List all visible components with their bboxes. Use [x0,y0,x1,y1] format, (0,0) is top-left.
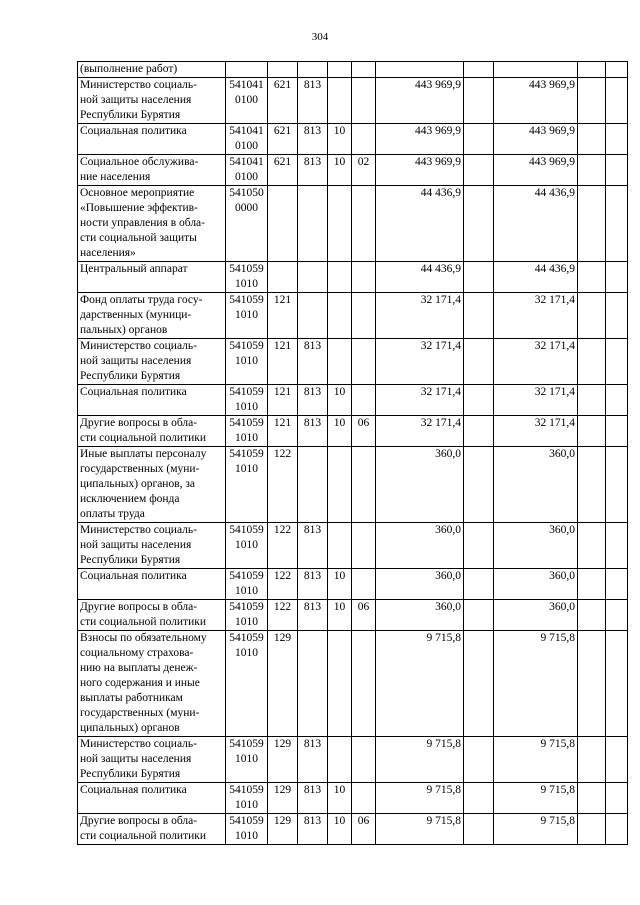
name-line: ципальных) органов, за [80,478,196,490]
cell-name [78,339,226,385]
cell-csr [226,523,268,569]
cell-sum1: 360,0 [376,600,464,631]
cell-sum5 [606,78,628,124]
cell-sum5 [606,814,628,845]
cell-name [78,737,226,783]
cell-csr [226,124,268,155]
cell-sum1: 360,0 [376,523,464,569]
name-line: выплаты работникам [80,692,183,704]
cell-rz [328,631,352,737]
cell-name [78,523,226,569]
cell-sum3: 32 171,4 [494,339,578,385]
cell-name [78,385,226,416]
cell-grbs: 813 [298,339,328,385]
cell-grbs: 813 [298,814,328,845]
cell-grbs: 813 [298,600,328,631]
name-line: Министерство социаль- [80,340,197,352]
cell-vr: 121 [268,293,298,339]
csr-line: 1010 [235,616,258,628]
name-line: ной защиты населения [80,539,192,551]
csr-line: 1010 [235,585,258,597]
cell-csr [226,416,268,447]
cell-grbs [298,186,328,262]
cell-sum1: 32 171,4 [376,339,464,385]
cell-rz: 10 [328,814,352,845]
cell-pr [352,783,376,814]
cell-vr: 129 [268,631,298,737]
cell-pr [352,62,376,78]
cell-sum4 [578,737,606,783]
cell-vr: 122 [268,600,298,631]
name-line: сти социальной политики [80,432,207,444]
name-line: Министерство социаль- [80,79,197,91]
cell-pr: 06 [352,600,376,631]
cell-sum1: 44 436,9 [376,262,464,293]
name-line: Другие вопросы в обла- [80,815,198,827]
cell-rz [328,78,352,124]
page-number: 304 [311,31,329,43]
name-line: Социальная политика [80,570,187,582]
cell-sum5 [606,262,628,293]
name-line: сти социальной защиты [80,232,197,244]
table-row [78,186,628,262]
table-row [78,814,628,845]
csr-line: 541059 [229,386,264,398]
cell-pr [352,78,376,124]
cell-name [78,569,226,600]
name-line: государственных (муни- [80,463,200,475]
cell-sum1: 9 715,8 [376,783,464,814]
cell-sum2 [464,78,494,124]
csr-line: 1010 [235,799,258,811]
cell-sum2 [464,339,494,385]
cell-pr [352,262,376,293]
name-line: ности управления в обла- [80,217,205,229]
csr-line: 541059 [229,448,264,460]
table-row [78,385,628,416]
cell-sum1: 360,0 [376,569,464,600]
cell-name [78,631,226,737]
cell-sum1 [376,62,464,78]
table-row [78,631,628,737]
cell-pr: 02 [352,155,376,186]
cell-name [78,124,226,155]
name-line: ного содержания и иные [80,677,200,689]
csr-line: 1010 [235,309,258,321]
cell-rz: 10 [328,385,352,416]
cell-sum3: 360,0 [494,523,578,569]
cell-sum2 [464,814,494,845]
cell-rz [328,523,352,569]
cell-csr [226,78,268,124]
table-row [78,783,628,814]
cell-sum3: 9 715,8 [494,631,578,737]
cell-rz [328,62,352,78]
cell-sum3: 32 171,4 [494,293,578,339]
cell-grbs [298,62,328,78]
cell-sum3: 443 969,9 [494,78,578,124]
cell-pr [352,293,376,339]
cell-rz [328,339,352,385]
cell-rz [328,186,352,262]
name-line: сти социальной политики [80,830,207,842]
cell-csr [226,62,268,78]
name-line: государственных (муни- [80,707,200,719]
cell-grbs: 813 [298,78,328,124]
cell-sum4 [578,155,606,186]
table-row [78,293,628,339]
cell-pr [352,385,376,416]
cell-vr [268,62,298,78]
cell-csr [226,737,268,783]
cell-name [78,783,226,814]
cell-pr [352,631,376,737]
cell-grbs: 813 [298,155,328,186]
name-line: Социальная политика [80,784,187,796]
cell-pr: 06 [352,416,376,447]
cell-sum1: 44 436,9 [376,186,464,262]
csr-line: 541059 [229,601,264,613]
csr-line: 541059 [229,570,264,582]
cell-pr [352,186,376,262]
cell-grbs: 813 [298,416,328,447]
csr-line: 541059 [229,417,264,429]
csr-line: 541059 [229,815,264,827]
csr-line: 541041 [229,125,264,137]
cell-vr: 129 [268,814,298,845]
name-line: Министерство социаль- [80,738,197,750]
table-row [78,339,628,385]
name-line: нию на выплаты денеж- [80,662,198,674]
cell-sum3 [494,62,578,78]
name-line: ципальных) органов [80,722,180,734]
cell-sum5 [606,186,628,262]
csr-line: 541059 [229,263,264,275]
cell-vr: 621 [268,78,298,124]
table-row [78,737,628,783]
cell-csr [226,631,268,737]
cell-csr [226,186,268,262]
csr-line: 541059 [229,632,264,644]
cell-pr [352,523,376,569]
cell-sum3: 9 715,8 [494,737,578,783]
csr-line: 1010 [235,278,258,290]
name-line: (выполнение работ) [80,63,178,75]
name-line: исключением фонда [80,493,180,505]
cell-sum5 [606,385,628,416]
cell-vr: 121 [268,416,298,447]
cell-name [78,78,226,124]
csr-line: 0100 [235,140,258,152]
cell-sum5 [606,339,628,385]
csr-line: 0100 [235,171,258,183]
cell-vr [268,186,298,262]
cell-vr: 621 [268,155,298,186]
cell-csr [226,447,268,523]
name-line: Иные выплаты персоналу [80,448,207,460]
cell-sum1: 32 171,4 [376,416,464,447]
cell-sum5 [606,600,628,631]
cell-sum1: 9 715,8 [376,631,464,737]
cell-pr: 06 [352,814,376,845]
cell-csr [226,155,268,186]
cell-rz: 10 [328,569,352,600]
cell-csr [226,600,268,631]
cell-sum5 [606,737,628,783]
cell-rz: 10 [328,783,352,814]
cell-vr: 122 [268,569,298,600]
cell-sum5 [606,155,628,186]
table-row [78,262,628,293]
name-line: Другие вопросы в обла- [80,417,198,429]
cell-name [78,600,226,631]
cell-sum1: 32 171,4 [376,293,464,339]
cell-name [78,155,226,186]
cell-sum5 [606,62,628,78]
csr-line: 541041 [229,156,264,168]
cell-name [78,186,226,262]
cell-sum5 [606,124,628,155]
cell-sum4 [578,78,606,124]
cell-vr: 121 [268,339,298,385]
csr-line: 1010 [235,355,258,367]
name-line: Взносы по обязательному [80,632,207,644]
cell-csr [226,783,268,814]
cell-sum3: 32 171,4 [494,385,578,416]
name-line: Республики Бурятия [80,109,181,121]
cell-sum3: 32 171,4 [494,416,578,447]
cell-sum2 [464,447,494,523]
cell-grbs [298,447,328,523]
cell-vr: 121 [268,385,298,416]
cell-name [78,293,226,339]
cell-rz [328,293,352,339]
cell-vr: 621 [268,124,298,155]
name-line: пальных) органов [80,324,168,336]
cell-sum4 [578,783,606,814]
name-line: Социальное обслужива- [80,156,199,168]
cell-sum4 [578,62,606,78]
cell-rz [328,447,352,523]
cell-sum5 [606,447,628,523]
name-line: оплаты труда [80,508,145,520]
cell-rz: 10 [328,600,352,631]
cell-sum5 [606,783,628,814]
name-line: ние населения [80,171,151,183]
csr-line: 541059 [229,294,264,306]
cell-sum5 [606,569,628,600]
name-line: социальному страхова- [80,647,194,659]
cell-sum3: 443 969,9 [494,124,578,155]
name-line: Республики Бурятия [80,554,181,566]
cell-sum2 [464,600,494,631]
cell-sum2 [464,124,494,155]
table-row [78,416,628,447]
table-body [78,62,628,845]
table-row [78,62,628,78]
csr-line: 1010 [235,539,258,551]
cell-sum3: 44 436,9 [494,186,578,262]
cell-grbs: 813 [298,523,328,569]
csr-line: 1010 [235,463,258,475]
cell-vr: 122 [268,523,298,569]
table-row [78,523,628,569]
cell-sum1: 9 715,8 [376,737,464,783]
cell-vr: 122 [268,447,298,523]
cell-sum2 [464,262,494,293]
cell-sum4 [578,293,606,339]
cell-pr [352,737,376,783]
cell-grbs: 813 [298,569,328,600]
cell-rz: 10 [328,155,352,186]
name-line: ной защиты населения [80,355,192,367]
cell-sum1: 9 715,8 [376,814,464,845]
cell-rz: 10 [328,416,352,447]
cell-sum4 [578,447,606,523]
cell-name [78,416,226,447]
name-line: сти социальной политики [80,616,207,628]
cell-sum3: 44 436,9 [494,262,578,293]
table-row [78,600,628,631]
cell-name [78,814,226,845]
name-line: Фонд оплаты труда госу- [80,294,203,306]
table-row [78,124,628,155]
csr-line: 541041 [229,79,264,91]
budget-table [77,61,628,845]
cell-grbs [298,293,328,339]
name-line: «Повышение эффектив- [80,202,198,214]
cell-sum3: 360,0 [494,569,578,600]
cell-csr [226,814,268,845]
table-row [78,155,628,186]
cell-sum2 [464,569,494,600]
cell-sum4 [578,186,606,262]
csr-line: 1010 [235,401,258,413]
cell-pr [352,447,376,523]
cell-grbs [298,631,328,737]
cell-rz: 10 [328,124,352,155]
cell-csr [226,339,268,385]
cell-sum1: 443 969,9 [376,124,464,155]
cell-vr: 129 [268,783,298,814]
name-line: Министерство социаль- [80,524,197,536]
table-row [78,447,628,523]
cell-sum3: 9 715,8 [494,814,578,845]
cell-sum3: 360,0 [494,600,578,631]
cell-sum2 [464,62,494,78]
csr-line: 1010 [235,432,258,444]
cell-sum4 [578,631,606,737]
cell-sum4 [578,416,606,447]
table-row [78,78,628,124]
name-line: Социальная политика [80,386,187,398]
cell-grbs [298,262,328,293]
name-line: ной защиты населения [80,753,192,765]
cell-sum3: 443 969,9 [494,155,578,186]
cell-grbs: 813 [298,385,328,416]
cell-sum2 [464,186,494,262]
csr-line: 541059 [229,784,264,796]
csr-line: 541059 [229,738,264,750]
cell-sum4 [578,600,606,631]
cell-sum4 [578,569,606,600]
cell-csr [226,385,268,416]
csr-line: 1010 [235,753,258,765]
cell-sum2 [464,737,494,783]
cell-sum1: 443 969,9 [376,78,464,124]
name-line: Республики Бурятия [80,768,181,780]
csr-line: 541050 [229,187,264,199]
name-line: Другие вопросы в обла- [80,601,198,613]
csr-line: 0100 [235,94,258,106]
name-line: населения» [80,247,136,259]
csr-line: 1010 [235,647,258,659]
cell-sum5 [606,293,628,339]
cell-pr [352,339,376,385]
cell-sum4 [578,814,606,845]
cell-csr [226,293,268,339]
csr-line: 0000 [235,202,258,214]
cell-sum2 [464,385,494,416]
cell-sum1: 443 969,9 [376,155,464,186]
cell-name [78,62,226,78]
cell-sum2 [464,523,494,569]
name-line: Социальная политика [80,125,187,137]
cell-vr [268,262,298,293]
cell-grbs: 813 [298,783,328,814]
cell-rz [328,262,352,293]
name-line: дарственных (муници- [80,309,192,321]
cell-sum3: 360,0 [494,447,578,523]
cell-sum1: 32 171,4 [376,385,464,416]
cell-sum4 [578,385,606,416]
cell-name [78,447,226,523]
cell-grbs: 813 [298,124,328,155]
cell-sum2 [464,293,494,339]
name-line: Основное мероприятие [80,187,195,199]
cell-name [78,262,226,293]
cell-sum2 [464,631,494,737]
name-line: ной защиты населения [80,94,192,106]
cell-csr [226,569,268,600]
name-line: Центральный аппарат [80,263,188,275]
cell-grbs: 813 [298,737,328,783]
cell-sum4 [578,124,606,155]
cell-pr [352,569,376,600]
table-row [78,569,628,600]
csr-line: 541059 [229,340,264,352]
csr-line: 541059 [229,524,264,536]
cell-rz [328,737,352,783]
cell-sum4 [578,339,606,385]
cell-sum5 [606,416,628,447]
cell-sum5 [606,631,628,737]
cell-sum2 [464,416,494,447]
csr-line: 1010 [235,830,258,842]
cell-pr [352,124,376,155]
cell-sum4 [578,523,606,569]
cell-sum4 [578,262,606,293]
cell-sum2 [464,783,494,814]
cell-sum2 [464,155,494,186]
cell-csr [226,262,268,293]
cell-sum5 [606,523,628,569]
cell-vr: 129 [268,737,298,783]
name-line: Республики Бурятия [80,370,181,382]
cell-sum3: 9 715,8 [494,783,578,814]
cell-sum1: 360,0 [376,447,464,523]
